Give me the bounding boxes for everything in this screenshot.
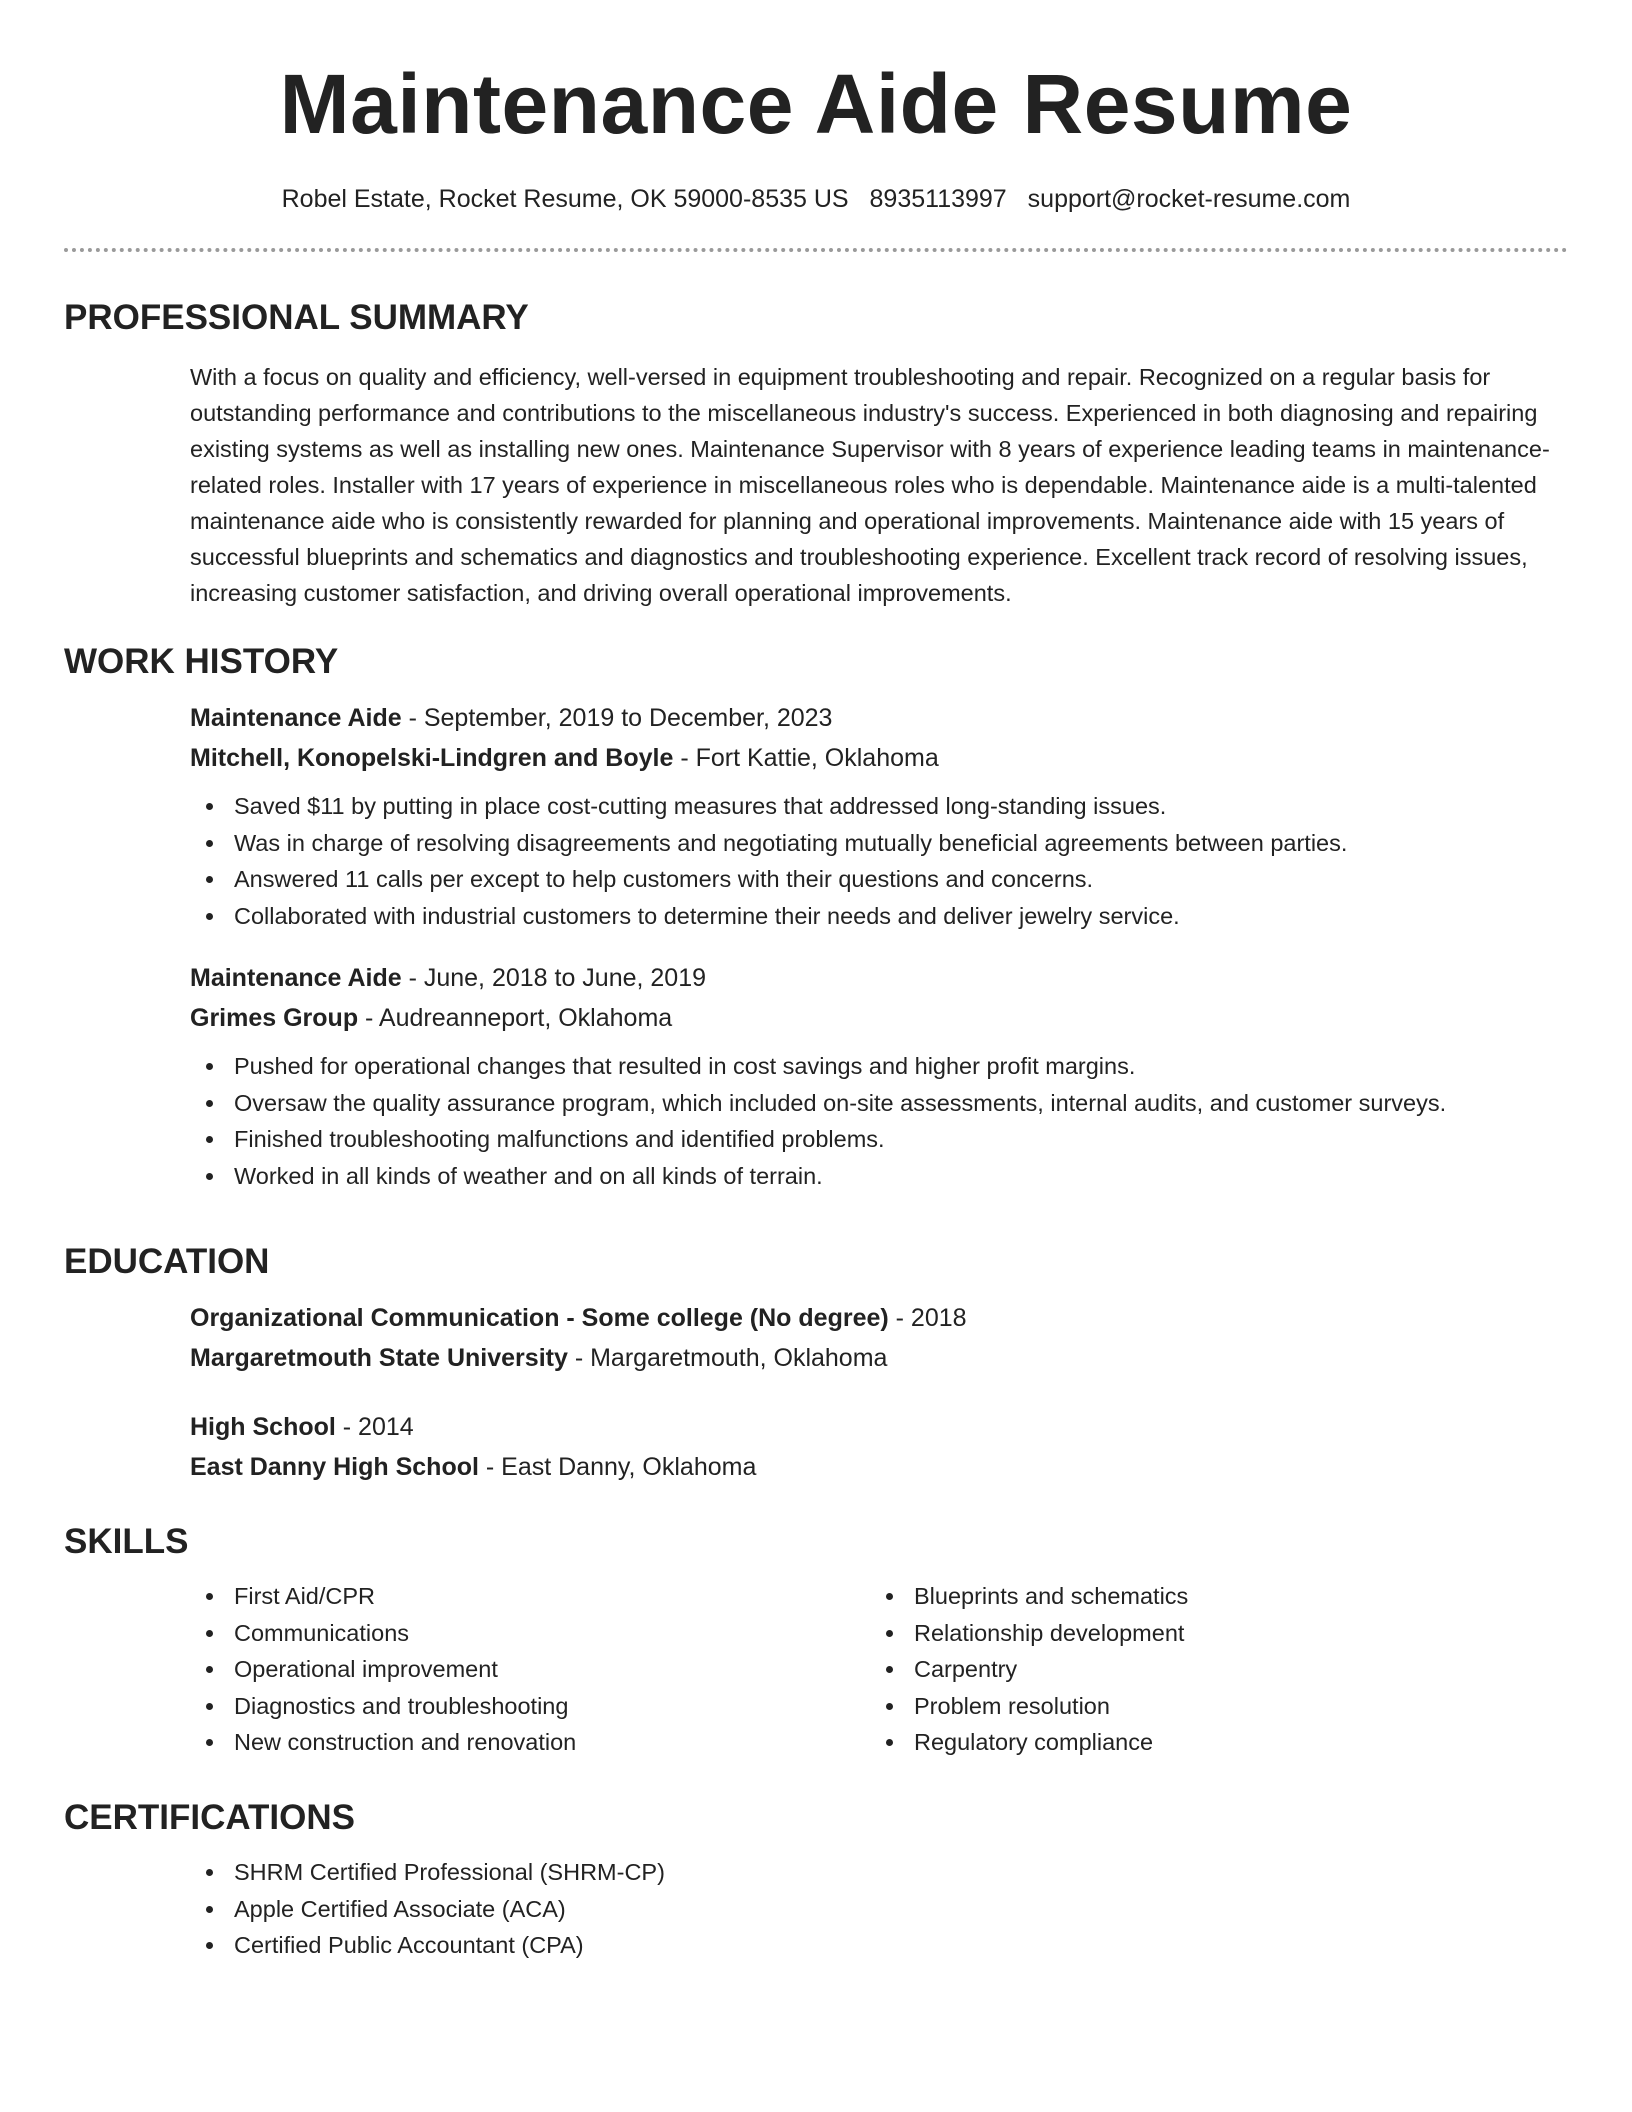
job-entry — [190, 698, 1568, 934]
job-title-line — [190, 698, 1568, 738]
skills-section — [64, 1520, 1568, 1761]
degree-name: High School — [190, 1413, 336, 1441]
certifications-list — [190, 1854, 1568, 1964]
list-item: Collaborated with industrial customers to determine their needs and deliver jewelry service. — [190, 898, 1568, 935]
skills-heading: SKILLS — [64, 1522, 189, 1561]
list-item: Finished troubleshooting malfunctions and identified problems. — [190, 1121, 1568, 1158]
skills-list-right — [870, 1578, 1550, 1761]
summary-section — [64, 296, 1568, 611]
contact-phone: 8935113997 — [869, 185, 1007, 213]
school-name: Margaretmouth State University — [190, 1344, 568, 1372]
work-history-heading: WORK HISTORY — [64, 642, 339, 681]
education-heading: EDUCATION — [64, 1242, 270, 1281]
education-section — [64, 1240, 1568, 1487]
contact-email: support@rocket-resume.com — [1027, 185, 1351, 213]
degree-year: - 2014 — [335, 1413, 414, 1441]
school-line — [190, 1338, 1568, 1378]
list-item: Relationship development — [870, 1615, 1550, 1652]
contact-line — [64, 182, 1568, 216]
list-item: Problem resolution — [870, 1688, 1550, 1725]
school-location: - Margaretmouth, Oklahoma — [567, 1344, 888, 1372]
school-location: - East Danny, Oklahoma — [478, 1453, 757, 1481]
list-item: New construction and renovation — [190, 1724, 870, 1761]
degree-line — [190, 1298, 1568, 1338]
list-item: SHRM Certified Professional (SHRM-CP) — [190, 1854, 1568, 1891]
header-divider — [64, 248, 1568, 252]
list-item: First Aid/CPR — [190, 1578, 870, 1615]
list-item: Worked in all kinds of weather and on all kinds of terrain. — [190, 1158, 1568, 1195]
degree-name: Organizational Communication - Some college (No degree) — [190, 1304, 889, 1332]
list-item: Carpentry — [870, 1651, 1550, 1688]
list-item: Oversaw the quality assurance program, which included on-site assessments, internal audits, and customer surveys. — [190, 1085, 1568, 1122]
resume-title: Maintenance Aide Resume — [279, 57, 1353, 151]
list-item: Regulatory compliance — [870, 1724, 1550, 1761]
degree-line — [190, 1407, 1568, 1447]
summary-heading: PROFESSIONAL SUMMARY — [64, 298, 529, 337]
job-company: Mitchell, Konopelski-Lindgren and Boyle — [190, 744, 674, 772]
job-dates: - September, 2019 to December, 2023 — [401, 704, 833, 732]
list-item: Communications — [190, 1615, 870, 1652]
certifications-section — [64, 1796, 1568, 1964]
work-history-section — [64, 640, 1568, 1194]
job-company-line — [190, 738, 1568, 778]
list-item: Diagnostics and troubleshooting — [190, 1688, 870, 1725]
list-item: Certified Public Accountant (CPA) — [190, 1927, 1568, 1964]
list-item: Was in charge of resolving disagreements and negotiating mutually beneficial agreements between parties. — [190, 825, 1568, 862]
summary-body — [190, 359, 1568, 611]
school-line — [190, 1447, 1568, 1487]
contact-address: Robel Estate, Rocket Resume, OK 59000-8535 US — [281, 185, 849, 213]
job-location: - Audreanneport, Oklahoma — [358, 1004, 673, 1032]
job-dates: - June, 2018 to June, 2019 — [401, 964, 707, 992]
job-location: - Fort Kattie, Oklahoma — [673, 744, 939, 772]
job-title-line — [190, 958, 1568, 998]
skills-grid — [190, 1578, 1568, 1761]
list-item: Blueprints and schematics — [870, 1578, 1550, 1615]
certifications-heading: CERTIFICATIONS — [64, 1798, 356, 1837]
degree-year: - 2018 — [888, 1304, 967, 1332]
list-item: Apple Certified Associate (ACA) — [190, 1891, 1568, 1928]
list-item: Saved $11 by putting in place cost-cutting measures that addressed long-standing issues. — [190, 788, 1568, 825]
school-name: East Danny High School — [190, 1453, 479, 1481]
job-company: Grimes Group — [190, 1004, 359, 1032]
certifications-body — [190, 1854, 1568, 1964]
education-entry — [190, 1407, 1568, 1487]
list-item: Operational improvement — [190, 1651, 870, 1688]
list-item: Answered 11 calls per except to help customers with their questions and concerns. — [190, 861, 1568, 898]
job-role: Maintenance Aide — [190, 704, 402, 732]
summary-text: With a focus on quality and efficiency, well-versed in equipment troubleshooting and repair. Recognized on a regular basis for outstanding performance and contributions to the miscellaneous industry's success. Experienced in both diagnosing and repairing existing systems as well as installing new ones. Maintenance Supervisor with 8 years of experience leading teams in maintenance-related roles. Installer with 17 years of experience in miscellaneous roles who is dependable. Maintenance aide is a multi-talented maintenance aide who is consistently rewarded for planning and operational improvements. Maintenance aide with 15 years of successful blueprints and schematics and diagnostics and troubleshooting experience. Excellent track record of resolving issues, increasing customer satisfaction, and driving overall operational improvements. — [190, 364, 1550, 606]
education-entry — [190, 1298, 1568, 1378]
job-entry — [190, 958, 1568, 1194]
skills-list-left — [190, 1578, 870, 1761]
job-bullets — [190, 1048, 1568, 1194]
job-company-line — [190, 998, 1568, 1038]
list-item: Pushed for operational changes that resulted in cost savings and higher profit margins. — [190, 1048, 1568, 1085]
job-role: Maintenance Aide — [190, 964, 402, 992]
job-bullets — [190, 788, 1568, 934]
